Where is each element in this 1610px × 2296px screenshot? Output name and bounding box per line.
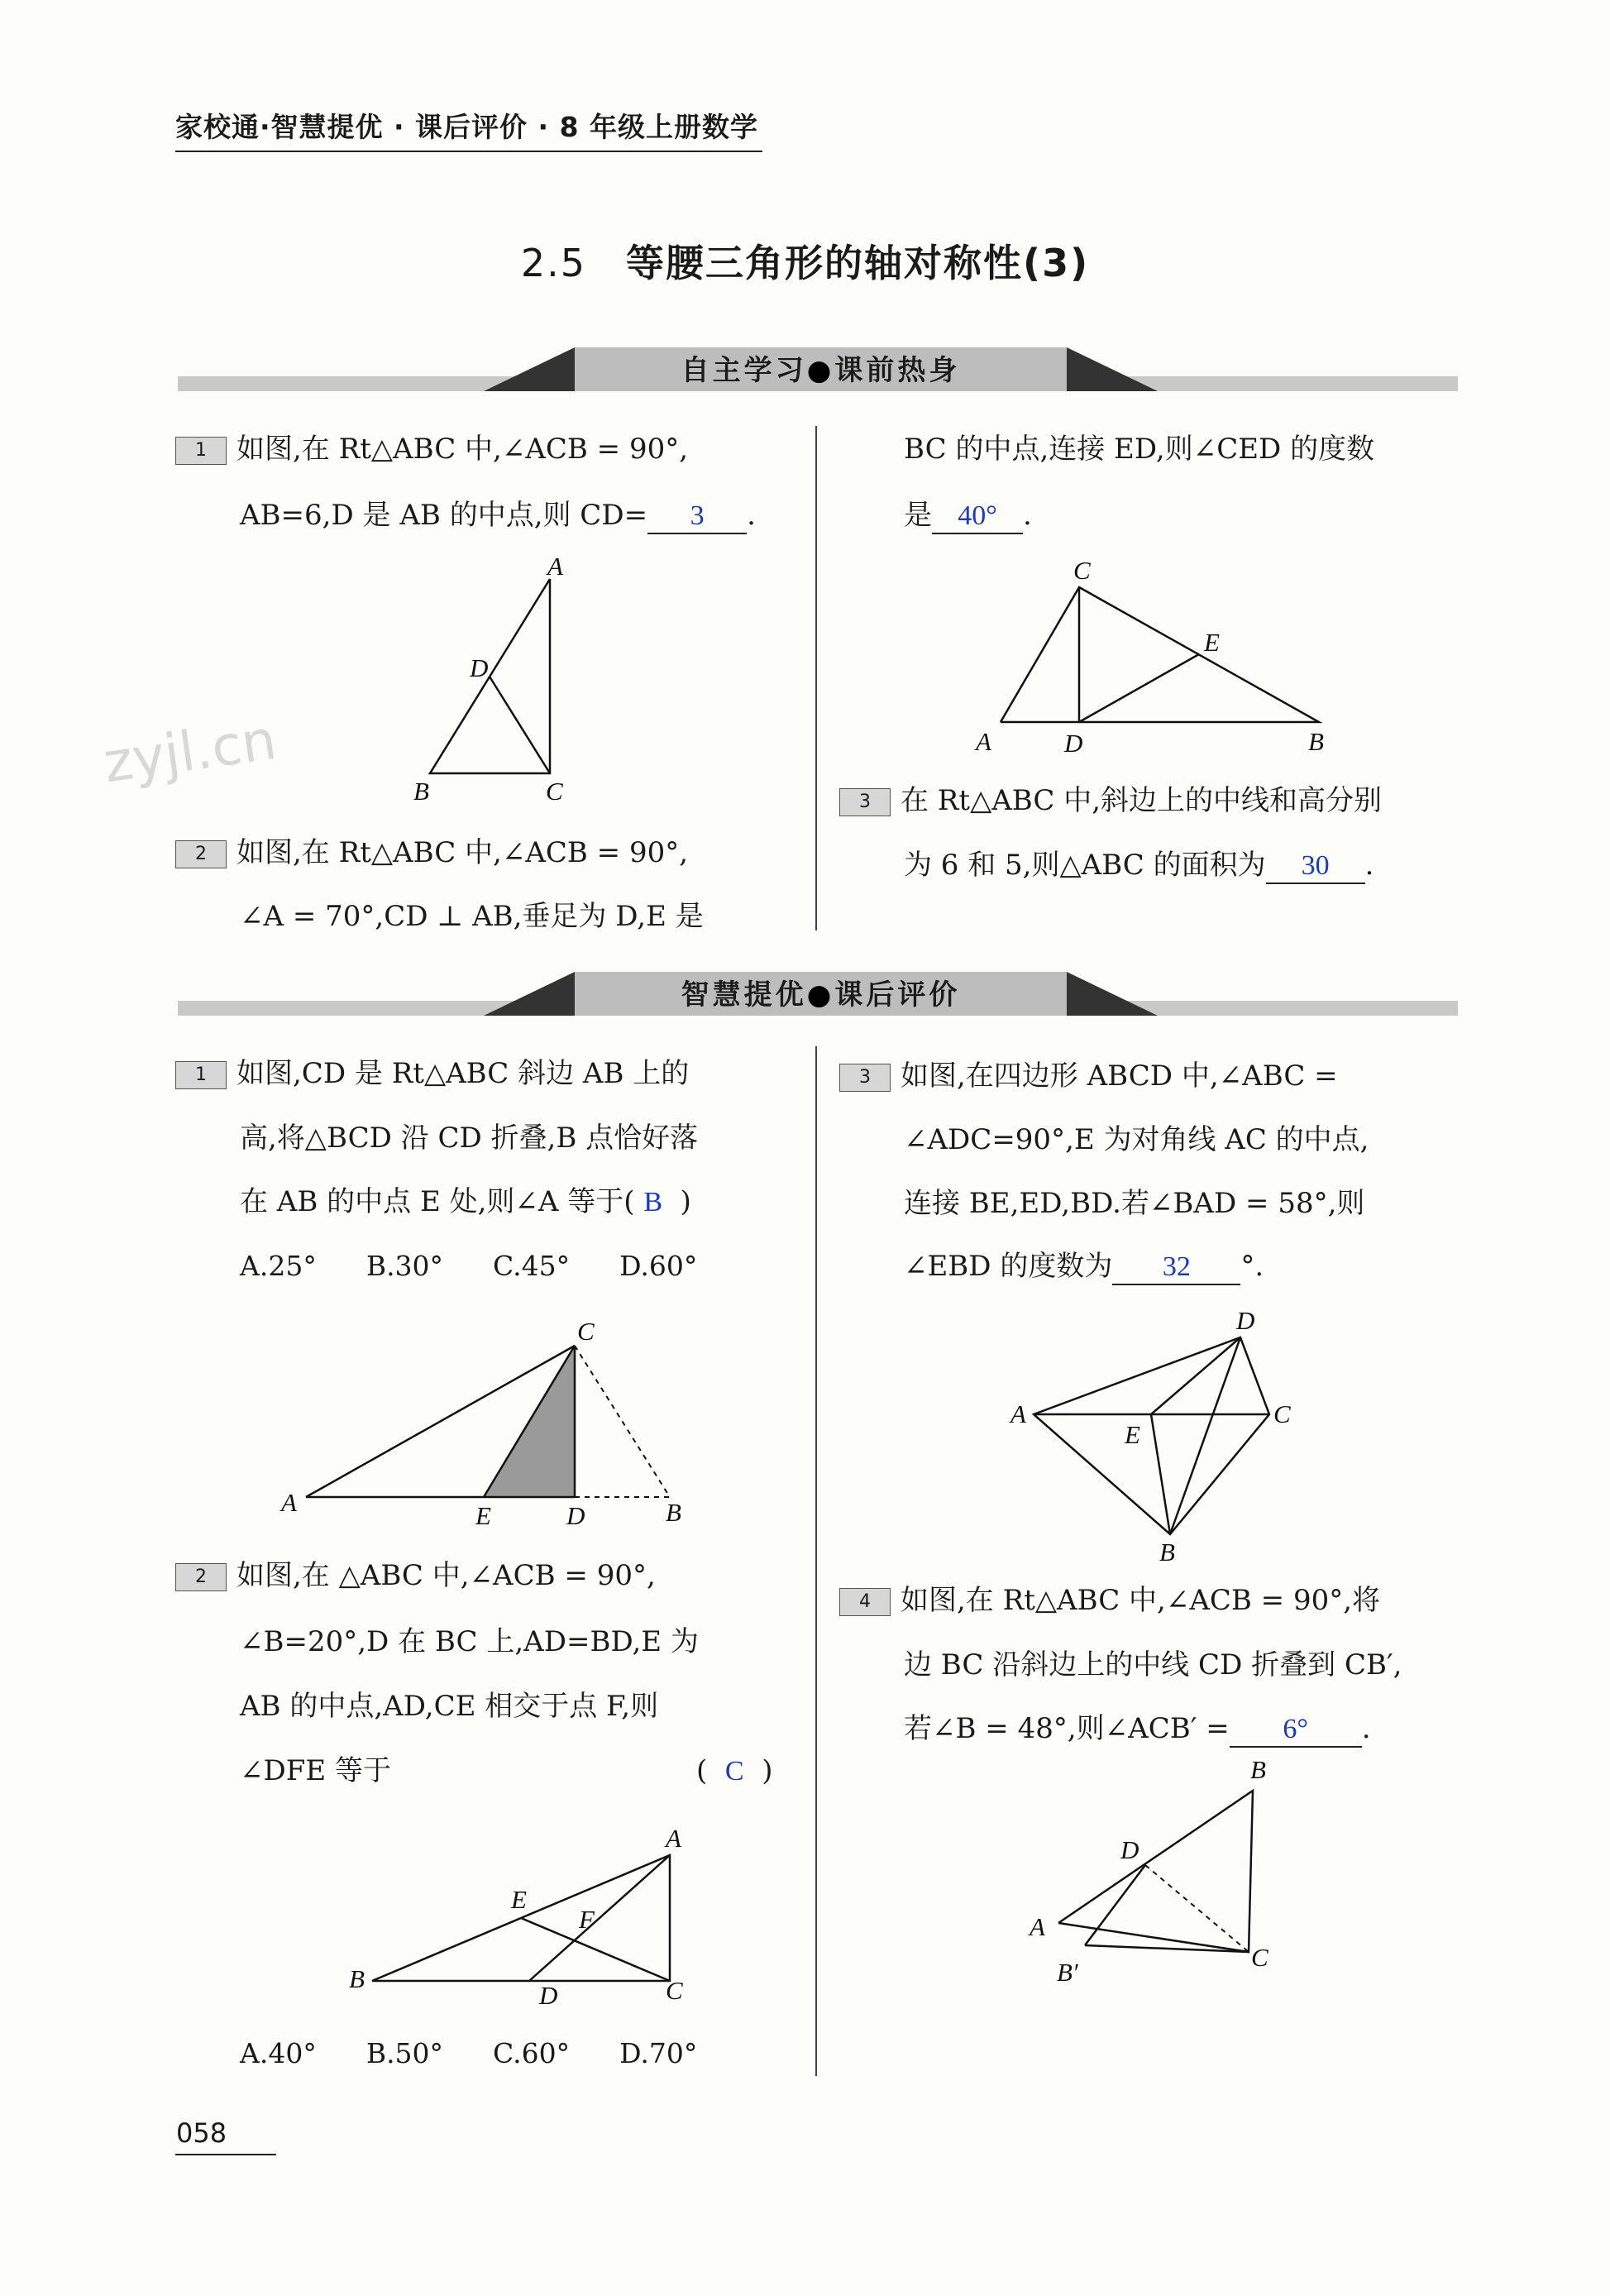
- s2q4-label-bprime: B′: [1057, 1958, 1078, 1987]
- s2q3-number: 3: [839, 1064, 891, 1092]
- section-title: [0, 233, 1610, 288]
- s2q1-line1: [175, 1055, 689, 1093]
- s2q3-line1: [839, 1057, 1338, 1095]
- s2q2-choice-d: D.70°: [619, 2037, 698, 2069]
- s2q4-text1: 如图,在 Rt△ABC 中,∠ACB = 90°,将: [901, 1584, 1381, 1617]
- s2q1-text1: 如图,CD 是 Rt△ABC 斜边 AB 上的: [236, 1057, 690, 1090]
- s1q1-line1: [175, 430, 688, 468]
- s2q2-line3: AB 的中点,AD,CE 相交于点 F,则: [240, 1690, 659, 1723]
- s2q3-label-e: E: [1125, 1420, 1140, 1449]
- s1q1-label-a: A: [547, 554, 563, 581]
- column-divider-1: [815, 426, 817, 930]
- s2q3-answer: 32: [1162, 1251, 1191, 1282]
- page-number: 058: [176, 2117, 227, 2149]
- s2q3-label-c: C: [1273, 1399, 1291, 1428]
- s2q4-label-c: C: [1251, 1943, 1268, 1972]
- band-2-left: 智慧提优: [681, 978, 807, 1012]
- s2q2-label-b: B: [349, 1964, 365, 1993]
- s2q1-answer: B: [643, 1187, 663, 1217]
- s2q1-choice-d: D.60°: [619, 1250, 698, 1282]
- s2q3-line3: 连接 BE,ED,BD.若∠BAD = 58°,则: [904, 1187, 1365, 1220]
- s2q4-text3: 若∠B = 48°,则∠ACB′ =: [904, 1712, 1230, 1745]
- s1q2-label-d: D: [1064, 729, 1083, 758]
- s2q2-label-c: C: [666, 1976, 683, 2005]
- s1q2-line3: BC 的中点,连接 ED,则∠CED 的度数: [904, 433, 1375, 466]
- band-1-right: 课前热身: [834, 354, 961, 387]
- s2q3-line2: ∠ADC=90°,E 为对角线 AC 的中点,: [904, 1123, 1369, 1156]
- s2q2-number: 2: [175, 1563, 227, 1591]
- s1q1-label-b: B: [413, 777, 429, 806]
- s2q2-label-d: D: [539, 1981, 558, 2010]
- s2q2-text1: 如图,在 △ABC 中,∠ACB = 90°,: [236, 1559, 656, 1592]
- s2q2-line1: [175, 1557, 656, 1595]
- s1q2-label-e: E: [1204, 628, 1220, 657]
- s2q2-choices: [240, 2035, 747, 2073]
- band-1-left: 自主学习: [681, 354, 807, 387]
- s1q2-line2: ∠A = 70°,CD ⊥ AB,垂足为 D,E 是: [240, 900, 704, 933]
- s1q3-text1: 在 Rt△ABC 中,斜边上的中线和高分别: [901, 784, 1383, 817]
- s2q2-choice-a: A.40°: [240, 2037, 317, 2069]
- s2q2-line2: ∠B=20°,D 在 BC 上,AD=BD,E 为: [240, 1625, 699, 1658]
- s2q1-choice-b: B.30°: [365, 1250, 444, 1282]
- section-band-1-label: 自主学习●课前热身: [681, 354, 961, 387]
- s2q4-answer: 6°: [1283, 1714, 1309, 1744]
- s1q2-line4: 是 40° .: [904, 496, 1032, 534]
- s1q1-text1: 如图,在 Rt△ABC 中,∠ACB = 90°,: [236, 433, 689, 466]
- s1q2-number: 2: [175, 840, 227, 868]
- s2q3-label-b: B: [1159, 1538, 1175, 1567]
- header-rule: [175, 151, 762, 152]
- s2q1-line3: [240, 1183, 691, 1222]
- running-header: 家校通·智慧提优 · 课后评价 · 8 年级上册数学: [175, 111, 759, 143]
- s1q2-figure: [967, 558, 1348, 761]
- s2q3-label-d: D: [1236, 1306, 1255, 1335]
- s2q1-choices: [240, 1247, 747, 1285]
- s2q4-line3: 若∠B = 48°,则∠ACB′ = 6° .: [904, 1710, 1371, 1748]
- s2q4-label-d: D: [1120, 1835, 1139, 1864]
- s1q2-answer: 40°: [958, 500, 997, 531]
- s1q2-label-c: C: [1073, 558, 1091, 585]
- s2q4-label-b: B: [1250, 1755, 1266, 1784]
- s1q3-answer: 30: [1301, 850, 1330, 881]
- section-number: 2.5: [520, 241, 587, 285]
- s2q3-figure: [1001, 1303, 1323, 1567]
- s1q1-number: 1: [175, 437, 227, 465]
- s2q1-label-b: B: [666, 1498, 681, 1527]
- s2q2-label-e: E: [511, 1885, 527, 1914]
- s2q2-close: ): [762, 1754, 773, 1787]
- s2q1-close: ): [680, 1185, 691, 1218]
- s1q3-text2: 为 6 和 5,则△ABC 的面积为: [904, 849, 1266, 882]
- s2q3-text4: ∠EBD 的度数为: [904, 1250, 1113, 1283]
- s2q2-answer-bracket: [696, 1752, 772, 1791]
- s2q1-figure: [273, 1311, 711, 1534]
- section-title-text: 等腰三角形的轴对称性(3): [626, 241, 1090, 285]
- s2q4-line1: [839, 1581, 1380, 1619]
- s2q3-text1: 如图,在四边形 ABCD 中,∠ABC =: [901, 1060, 1338, 1093]
- s2q4-line2: 边 BC 沿斜边上的中线 CD 折叠到 CB′,: [904, 1648, 1402, 1681]
- s1q1-line2: AB=6,D 是 AB 的中点,则 CD= 3 .: [240, 496, 756, 534]
- band-2-right: 课后评价: [834, 978, 961, 1012]
- s2q2-open: (: [696, 1754, 708, 1787]
- s2q4-figure: [1017, 1749, 1315, 2018]
- s1q2-label-a: A: [976, 727, 991, 756]
- s2q2-line4: ∠DFE 等于: [240, 1754, 391, 1787]
- s2q1-text3: 在 AB 的中点 E 处,则∠A 等于(: [240, 1185, 635, 1218]
- s2q1-label-d: D: [566, 1501, 585, 1530]
- column-divider-2: [815, 1046, 817, 2076]
- s2q3-line4: [904, 1247, 1264, 1285]
- s2q1-label-c: C: [577, 1317, 595, 1346]
- s1q1-label-c: C: [546, 777, 563, 806]
- s2q3-label-a: A: [1010, 1399, 1026, 1428]
- s2q2-figure: [331, 1815, 719, 2018]
- s2q1-line2: 高,将△BCD 沿 CD 折叠,B 点恰好落: [240, 1122, 699, 1155]
- s2q1-label-e: E: [475, 1501, 491, 1530]
- s1q1-text2: AB=6,D 是 AB 的中点,则 CD=: [240, 499, 648, 532]
- s2q4-number: 4: [839, 1588, 891, 1616]
- s2q2-label-a: A: [666, 1824, 681, 1853]
- s1q1-label-d: D: [470, 653, 489, 682]
- section-band-2-label: 智慧提优●课后评价: [681, 978, 961, 1012]
- s2q1-label-a: A: [281, 1488, 297, 1517]
- s2q2-label-f: F: [579, 1905, 595, 1934]
- s1q1-answer: 3: [690, 500, 705, 531]
- s2q3-suffix: °.: [1240, 1250, 1264, 1283]
- s2q1-choice-a: A.25°: [240, 1250, 317, 1282]
- s1q3-line1: [839, 782, 1382, 820]
- s1q2-text4: 是: [904, 499, 932, 532]
- s2q1-number: 1: [175, 1061, 227, 1089]
- s2q4-label-a: A: [1030, 1912, 1045, 1941]
- s2q2-choice-b: B.50°: [365, 2037, 444, 2069]
- s2q2-choice-c: C.60°: [493, 2037, 571, 2069]
- s2q1-choice-c: C.45°: [493, 1250, 571, 1282]
- s1q2-label-b: B: [1308, 727, 1324, 756]
- s1q1-figure: [405, 554, 595, 811]
- s1q2-line1: [175, 834, 688, 872]
- s1q3-line2: 为 6 和 5,则△ABC 的面积为 30 .: [904, 846, 1374, 884]
- s1q2-text1: 如图,在 Rt△ABC 中,∠ACB = 90°,: [236, 836, 689, 869]
- watermark: zyjl.cn: [99, 707, 280, 796]
- page-number-rule: [175, 2154, 276, 2155]
- s1q3-number: 3: [839, 788, 891, 816]
- s2q2-answer: C: [724, 1756, 744, 1787]
